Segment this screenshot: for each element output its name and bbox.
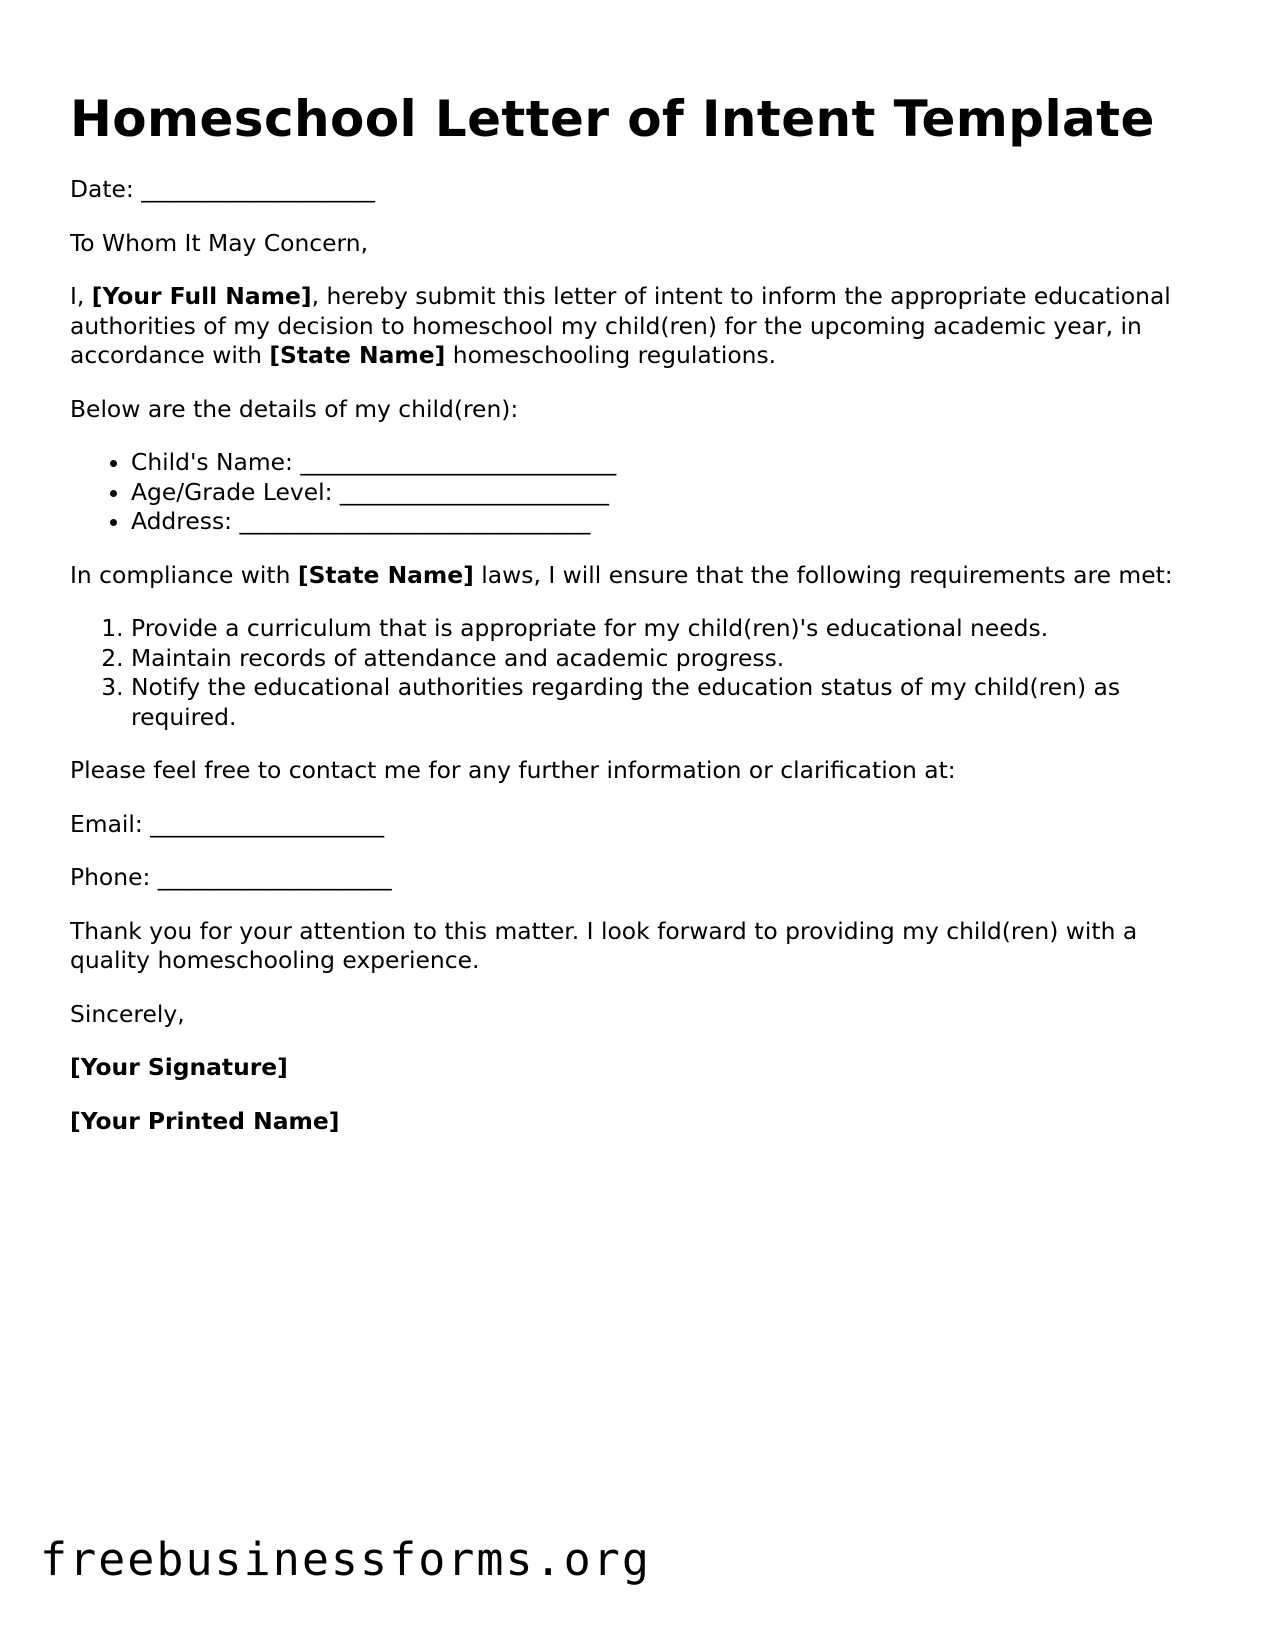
child-name-line: • Child's Name: ___________________________ <box>131 448 1190 478</box>
thanks-paragraph: Thank you for your attention to this matter. I look forward to providing my child(ren) with a quality homeschooling experience. <box>70 916 1138 974</box>
letter-document <box>70 88 1190 1160</box>
requirement-item: 2. Maintain records of attendance and academic progress. <box>131 644 1190 674</box>
closing: Sincerely, <box>70 999 185 1028</box>
email-line: Email: ____________________ <box>70 809 385 838</box>
date-line: Date: ____________________ <box>70 175 376 203</box>
intro-paragraph <box>70 282 1190 371</box>
intro-text-2: , hereby submit this letter of intent to inform the appropriate educational authorities of my decision to homeschool my child(ren) for the upcoming academic year, in accordance with <box>70 282 1171 369</box>
requirement-item: 1. Provide a curriculum that is appropriate for my child(ren)'s educational needs. <box>131 614 1190 644</box>
details-intro: Below are the details of my child(ren): <box>70 394 519 423</box>
requirement-item: 3. Notify the educational authorities regarding the education status of my child(ren) as required. <box>131 673 1190 732</box>
phone-line: Phone: ____________________ <box>70 863 392 891</box>
printed-name-placeholder <box>70 1107 1190 1137</box>
compliance-paragraph <box>70 561 1190 591</box>
intro-text-3: homeschooling regulations. <box>445 341 777 369</box>
child-details-list <box>70 448 1190 537</box>
requirements-list <box>70 614 1190 732</box>
intro-text-1: I, <box>70 282 92 310</box>
contact-intro: Please feel free to contact me for any further information or clarification at: <box>70 756 956 784</box>
signature-placeholder-text: [Your Signature] <box>70 1053 288 1081</box>
document-title: Homeschool Letter of Intent Template <box>70 90 1155 148</box>
salutation: To Whom It May Concern, <box>70 228 369 257</box>
address-line: • Address: ______________________________ <box>131 507 1190 537</box>
state-name-placeholder: [State Name] <box>269 341 446 369</box>
compliance-text-1: In compliance with <box>70 560 298 589</box>
state-name-placeholder: [State Name] <box>297 560 474 589</box>
age-grade-line: • Age/Grade Level: _______________________ <box>131 478 1190 508</box>
full-name-placeholder: [Your Full Name] <box>91 282 312 310</box>
printed-name-placeholder-text: [Your Printed Name] <box>70 1106 340 1135</box>
watermark-logo: freebusinessforms.org <box>40 1533 651 1586</box>
compliance-text-2: laws, I will ensure that the following requirements are met: <box>473 560 1173 589</box>
signature-placeholder <box>70 1053 1190 1083</box>
